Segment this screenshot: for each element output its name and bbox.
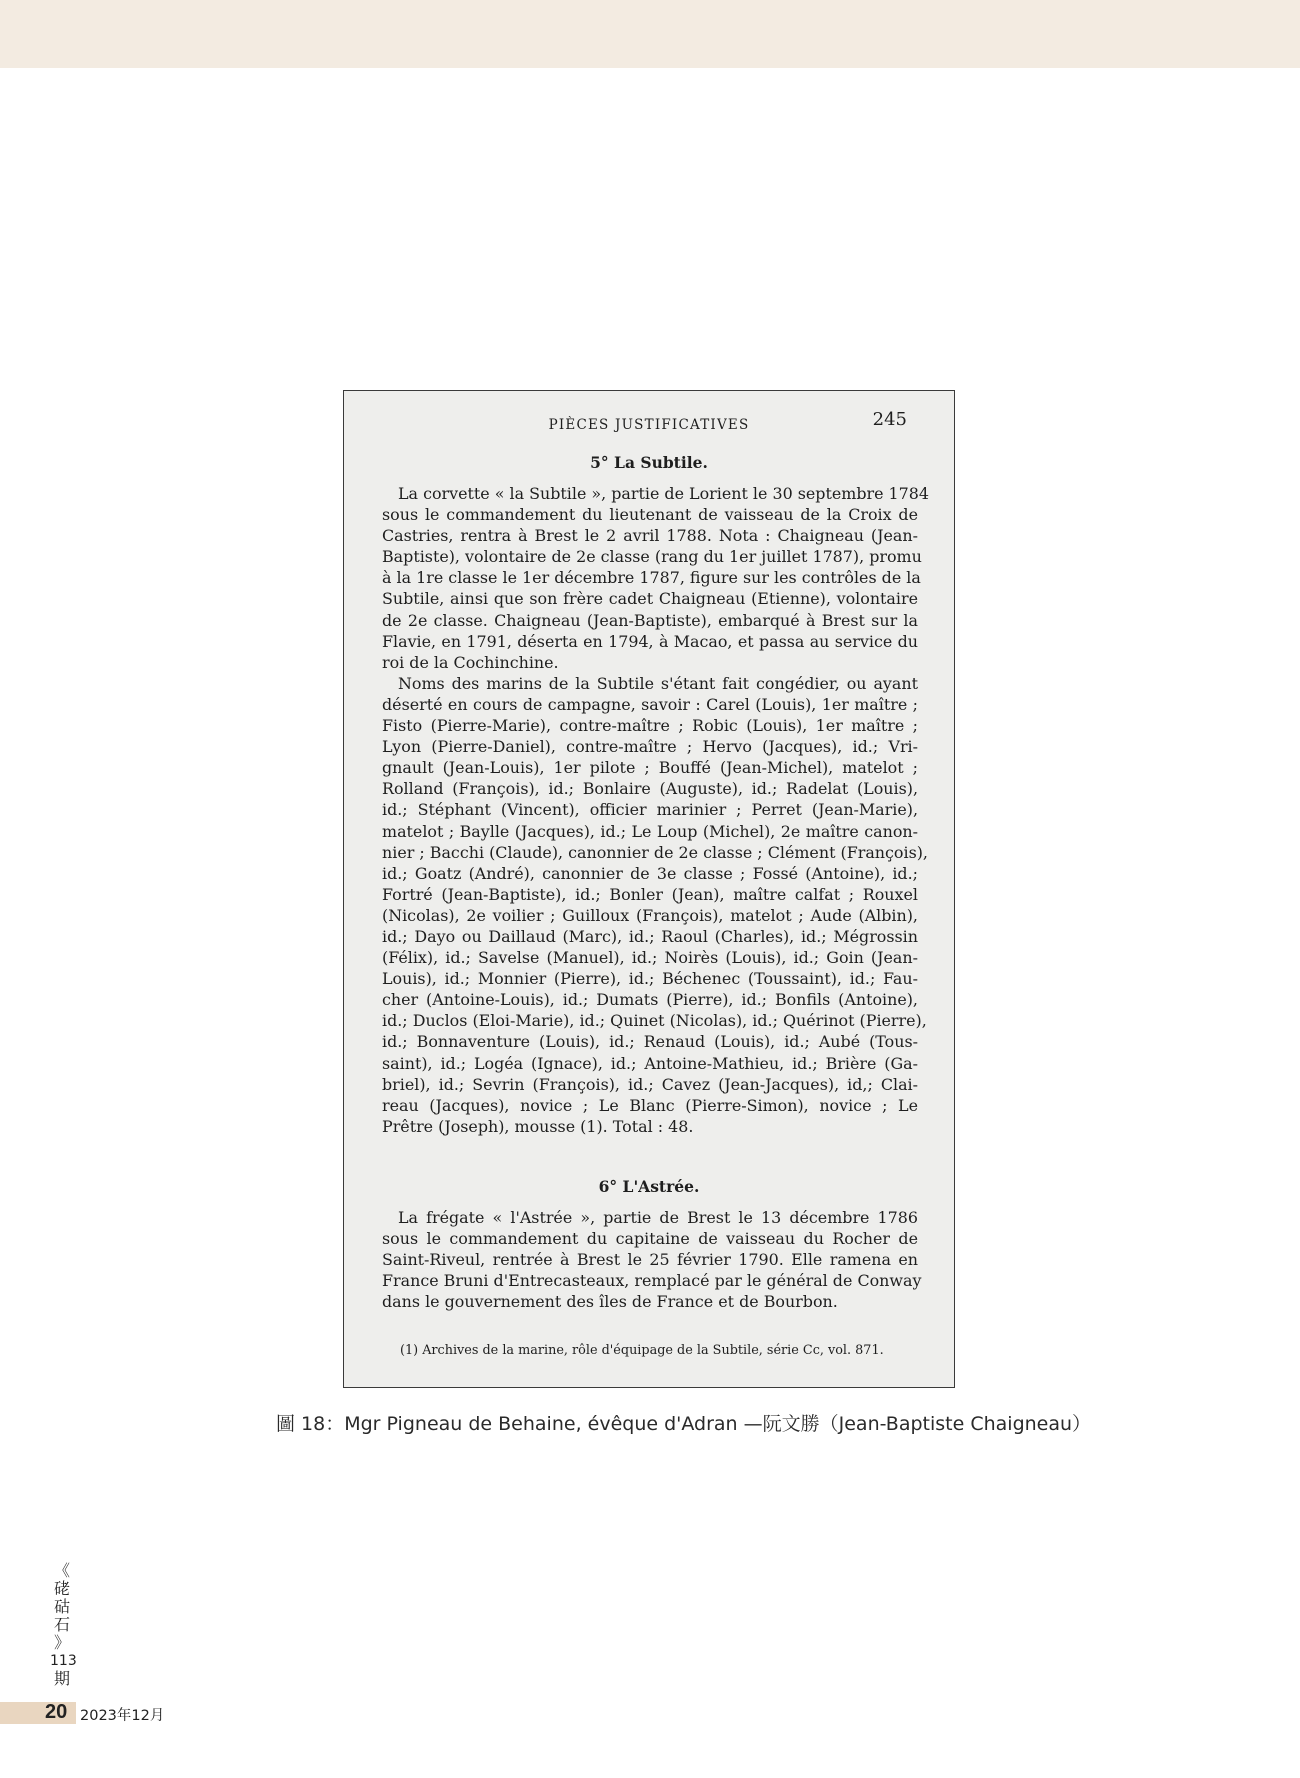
text-line: de 2e classe. Chaigneau (Jean-Baptiste), embarqué à Brest sur la: [382, 610, 918, 630]
text-line: (Félix), id.; Savelse (Manuel), id.; Noirès (Louis), id.; Goin (Jean-: [382, 948, 918, 968]
text-line: Rolland (François), id.; Bonlaire (Auguste), id.; Radelat (Louis),: [382, 779, 918, 799]
header-band: [0, 0, 1300, 68]
text-line: à la 1re classe le 1er décembre 1787, figure sur les contrôles de la: [382, 568, 921, 588]
figure-caption: 圖 18：Mgr Pigneau de Behaine, évêque d'Adran —阮文勝（Jean-Baptiste Chaigneau）: [276, 1413, 1092, 1435]
text-line: Noms des marins de la Subtile s'étant fait congédier, ou ayant: [398, 673, 918, 693]
text-line: Flavie, en 1791, déserta en 1794, à Macao, et passa au service du: [382, 631, 918, 651]
journal-title-vertical: [50, 1561, 77, 1688]
text-line: briel), id.; Sevrin (François), id.; Cavez (Jean-Jacques), id,; Clai-: [382, 1074, 918, 1094]
text-line: Lyon (Pierre-Daniel), contre-maître ; Hervo (Jacques), id.; Vri-: [382, 737, 918, 757]
text-line: cher (Antoine-Louis), id.; Dumats (Pierre), id.; Bonfils (Antoine),: [382, 990, 918, 1010]
astree-text: [382, 1207, 922, 1312]
text-line: La corvette « la Subtile », partie de Lorient le 30 septembre 1784: [398, 484, 929, 503]
text-line: Saint-Riveul, rentrée à Brest le 25 février 1790. Elle ramena en: [382, 1250, 918, 1270]
text-line: saint), id.; Logéa (Ignace), id.; Antoine-Mathieu, id.; Brière (Ga-: [382, 1053, 918, 1073]
text-line: sous le commandement du lieutenant de vaisseau de la Croix de: [382, 505, 918, 525]
text-line: Fortré (Jean-Baptiste), id.; Bonler (Jean), maître calfat ; Rouxel: [382, 884, 918, 904]
scanned-book-page: [343, 390, 955, 1388]
text-line: déserté en cours de campagne, savoir : Carel (Louis), 1er maître ;: [382, 694, 918, 714]
text-line: id.; Stéphant (Vincent), officier marinier ; Perret (Jean-Marie),: [382, 800, 918, 820]
text-line: roi de la Cochinchine.: [382, 652, 559, 672]
text-line: Castries, rentra à Brest le 2 avril 1788. Nota : Chaigneau (Jean-: [382, 526, 918, 546]
text-line: reau (Jacques), novice ; Le Blanc (Pierre-Simon), novice ; Le: [382, 1095, 918, 1115]
issue-date: 2023年12月: [80, 1708, 165, 1724]
journal-char: 《: [53, 1561, 70, 1580]
text-line: Fisto (Pierre-Marie), contre-maître ; Robic (Louis), 1er maître ;: [382, 716, 918, 736]
footnote: (1) Archives de la marine, rôle d'équipage de la Subtile, série Cc, vol. 871.: [400, 1343, 884, 1358]
issue-char: 期: [53, 1669, 70, 1688]
section-title-subtile: 5° La Subtile.: [590, 453, 708, 472]
text-line: dans le gouvernement des îles de France et de Bourbon.: [382, 1292, 838, 1312]
text-line: sous le commandement du capitaine de vaisseau du Rocher de: [382, 1229, 918, 1249]
running-head: PIÈCES JUSTIFICATIVES: [548, 417, 750, 433]
text-line: nier ; Bacchi (Claude), canonnier de 2e classe ; Clément (François),: [382, 842, 928, 862]
text-line: Louis), id.; Monnier (Pierre), id.; Béchenec (Toussaint), id.; Fau-: [382, 969, 918, 989]
subtile-text: [382, 483, 929, 1137]
folio-page-number: 20: [45, 1701, 68, 1723]
text-line: matelot ; Baylle (Jacques), id.; Le Loup (Michel), 2e maître canon-: [382, 821, 918, 841]
text-line: id.; Goatz (André), canonnier de 3e classe ; Fossé (Antoine), id.;: [382, 863, 918, 883]
journal-char: 𥑮: [53, 1597, 70, 1616]
text-line: Prêtre (Joseph), mousse (1). Total : 48.: [382, 1116, 694, 1136]
text-line: (Nicolas), 2e voilier ; Guilloux (François), matelot ; Aude (Albin),: [382, 905, 918, 925]
text-line: Subtile, ainsi que son frère cadet Chaigneau (Etienne), volontaire: [382, 589, 918, 609]
book-page-number: 245: [872, 409, 907, 430]
text-line: La frégate « l'Astrée », partie de Brest le 13 décembre 1786: [398, 1208, 918, 1227]
issue-number: 113: [50, 1653, 77, 1669]
journal-char: 》: [53, 1633, 70, 1652]
section-title-astree: 6° L'Astrée.: [598, 1177, 700, 1196]
text-line: France Bruni d'Entrecasteaux, remplacé par le général de Conway: [382, 1271, 922, 1291]
journal-char: 石: [53, 1615, 70, 1634]
text-line: id.; Dayo ou Daillaud (Marc), id.; Raoul (Charles), id.; Mégrossin: [382, 926, 918, 946]
text-line: id.; Duclos (Eloi-Marie), id.; Quinet (Nicolas), id.; Quérinot (Pierre),: [382, 1011, 927, 1031]
text-line: id.; Bonnaventure (Louis), id.; Renaud (Louis), id.; Aubé (Tous-: [382, 1032, 918, 1052]
text-line: Baptiste), volontaire de 2e classe (rang du 1er juillet 1787), promu: [382, 547, 922, 567]
journal-char: 硓: [53, 1579, 70, 1598]
text-line: gnault (Jean-Louis), 1er pilote ; Bouffé (Jean-Michel), matelot ;: [382, 758, 918, 778]
